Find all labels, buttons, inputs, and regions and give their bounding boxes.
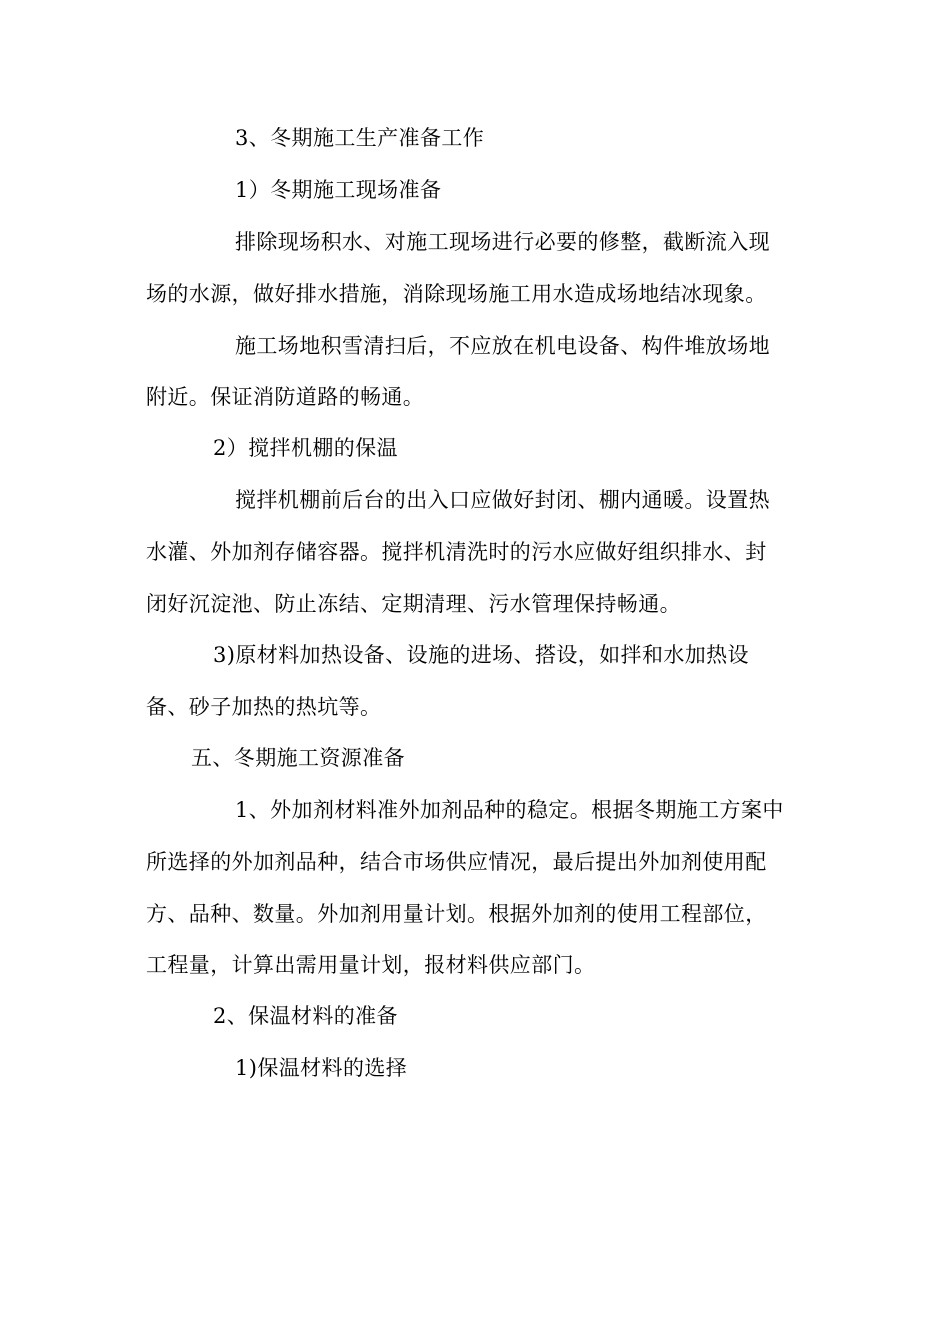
paragraph-line: 搅拌机棚前后台的出入口应做好封闭、棚内通暖。设置热 [235,488,770,512]
paragraph-line: 1、外加剂材料准外加剂品种的稳定。根据冬期施工方案中 [235,798,784,822]
heading-winter-production-prep: 3、冬期施工生产准备工作 [235,126,485,150]
paragraph-line: 水灌、外加剂存储容器。搅拌机清洗时的污水应做好组织排水、封 [146,540,767,564]
paragraph-line: 所选择的外加剂品种，结合市场供应情况，最后提出外加剂使用配 [146,850,767,874]
paragraph-line: 闭好沉淀池、防止冻结、定期清理、污水管理保持畅通。 [146,592,681,616]
subheading-insulation-selection: 1)保温材料的选择 [235,1056,408,1080]
paragraph-line: 施工场地积雪清扫后，不应放在机电设备、构件堆放场地 [235,334,770,358]
subheading-mixer-shed: 2）搅拌机棚的保温 [213,436,398,460]
heading-resource-prep: 五、冬期施工资源准备 [191,746,405,770]
paragraph-line: 排除现场积水、对施工现场进行必要的修整，截断流入现 [235,230,770,254]
subheading-site-prep: 1）冬期施工现场准备 [235,178,442,202]
paragraph-line: 备、砂子加热的热坑等。 [146,695,382,719]
paragraph-line: 附近。保证消防道路的畅通。 [146,385,425,409]
paragraph-line: 工程量，计算出需用量计划，报材料供应部门。 [146,953,596,977]
subheading-insulation-materials: 2、保温材料的准备 [213,1004,398,1028]
paragraph-line: 场的水源，做好排水措施，消除现场施工用水造成场地结冰现象。 [146,282,767,306]
paragraph-line: 方、品种、数量。外加剂用量计划。根据外加剂的使用工程部位， [146,902,767,926]
paragraph-line: 3)原材料加热设备、设施的进场、搭设，如拌和水加热设 [213,643,749,667]
